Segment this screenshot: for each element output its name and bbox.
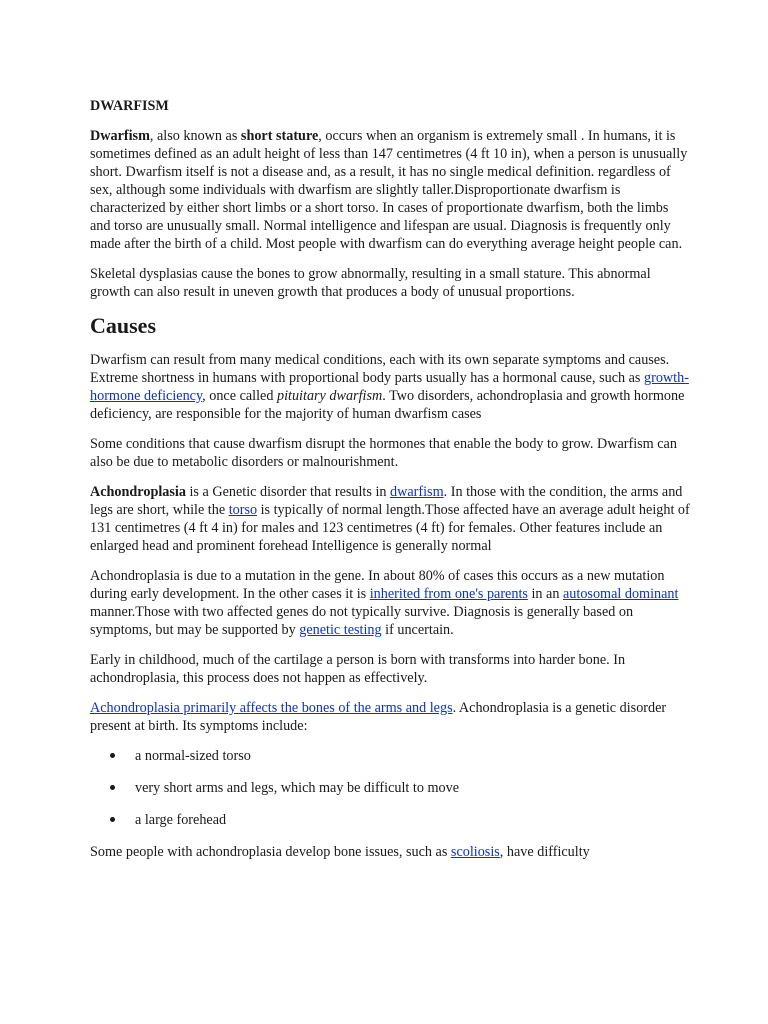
text-run: if uncertain.	[381, 622, 454, 638]
text-run: is typically of normal length.Those affected have an average adult height of 131 centimetres (4 ft 4 in) for males and 123 centimetres (4 ft) for females. Other features include an enlarged head and prominent forehead Intelligence is generally normal	[90, 502, 690, 554]
text-run: manner.Those with two affected genes do not typically survive. Diagnosis is generally based on symptoms, but may be supported by	[90, 604, 634, 638]
causes-section	[90, 351, 690, 735]
text-run: , also known as	[149, 128, 241, 144]
text-run: Some people with achondroplasia develop bone issues, such as	[90, 844, 451, 860]
text-run: , occurs when an organism is extremely small . In humans, it is sometimes defined as an adult height of less than 147 centimetres (4 ft 10 in), when a person is unusually short. Dwarfism itself is not a disease and, as a result, it has no single medical definition. regardless of sex, although some individuals with dwarfism are slightly taller.Disproportionate dwarfism is characterized by either short limbs or a short torso. In cases of proportionate dwarfism, both the limbs and torso are unusually small. Normal intelligence and lifespan are usual. Diagnosis is frequently only made after the birth of a child. Most people with dwarfism can do everything average height people can.	[90, 128, 688, 252]
inline-link[interactable]: torso	[228, 502, 258, 518]
text-run: . In those with the condition, the arms and legs are short, while the	[90, 484, 683, 518]
mutation-paragraph	[90, 567, 690, 639]
causes-paragraph-1	[90, 351, 690, 423]
text-run: Dwarfism can result from many medical conditions, each with its own separate symptoms and causes. Extreme shortness in humans with proportional body parts usually has a hormonal cause, such as	[90, 352, 670, 386]
list-item: a normal-sized torso	[135, 747, 690, 765]
causes-paragraph-2	[90, 435, 690, 471]
intro-paragraph-1	[90, 127, 690, 253]
causes-heading: Causes	[90, 313, 157, 338]
text-run: is a Genetic disorder that results in	[185, 484, 391, 500]
bold-text: Dwarfism	[90, 128, 150, 144]
inline-link[interactable]: dwarfism	[390, 484, 444, 500]
list-item: very short arms and legs, which may be difficult to move	[135, 779, 690, 797]
list-item: a large forehead	[135, 811, 690, 829]
achondroplasia-paragraph	[90, 483, 690, 555]
inline-link[interactable]: inherited from one's parents	[369, 586, 528, 602]
document-body	[90, 96, 690, 873]
italic-text: pituitary dwarfism	[276, 388, 383, 404]
cartilage-paragraph	[90, 651, 690, 687]
text-run: , have difficulty	[499, 844, 590, 860]
document-title: DWARFISM	[90, 98, 169, 114]
bold-text: short stature	[240, 128, 319, 144]
inline-link[interactable]: genetic testing	[299, 622, 382, 638]
text-run: in an	[527, 586, 563, 602]
intro-section	[90, 127, 690, 301]
inline-link[interactable]: Achondroplasia primarily affects the bones of the arms and legs	[90, 700, 453, 716]
inline-link[interactable]: scoliosis	[450, 844, 500, 860]
text-run: Skeletal dysplasias cause the bones to grow abnormally, resulting in a small stature. This abnormal growth can also result in uneven growth that produces a body of unusual proportions.	[90, 266, 651, 300]
text-run: . Achondroplasia is a genetic disorder present at birth. Its symptoms include:	[90, 700, 667, 734]
inline-link[interactable]: growth-hormone deficiency	[90, 370, 689, 404]
closing-paragraph	[90, 843, 690, 861]
symptoms-list	[90, 747, 690, 829]
inline-link[interactable]: autosomal dominant	[563, 586, 679, 602]
text-run: Early in childhood, much of the cartilage a person is born with transforms into harder bone. In achondroplasia, this process does not happen as effectively.	[90, 652, 626, 686]
text-run: , once called	[202, 388, 277, 404]
intro-paragraph-2	[90, 265, 690, 301]
bold-text: Achondroplasia	[90, 484, 186, 500]
text-run: Some conditions that cause dwarfism disrupt the hormones that enable the body to grow. Dwarfism can also be due to metabolic disorders or malnourishment.	[90, 436, 677, 470]
text-run: Achondroplasia is due to a mutation in the gene. In about 80% of cases this occurs as a new mutation during early development. In the other cases it is	[90, 568, 665, 602]
symptoms-intro-paragraph	[90, 699, 690, 735]
text-run: . Two disorders, achondroplasia and growth hormone deficiency, are responsible for the majority of human dwarfism cases	[90, 388, 685, 422]
